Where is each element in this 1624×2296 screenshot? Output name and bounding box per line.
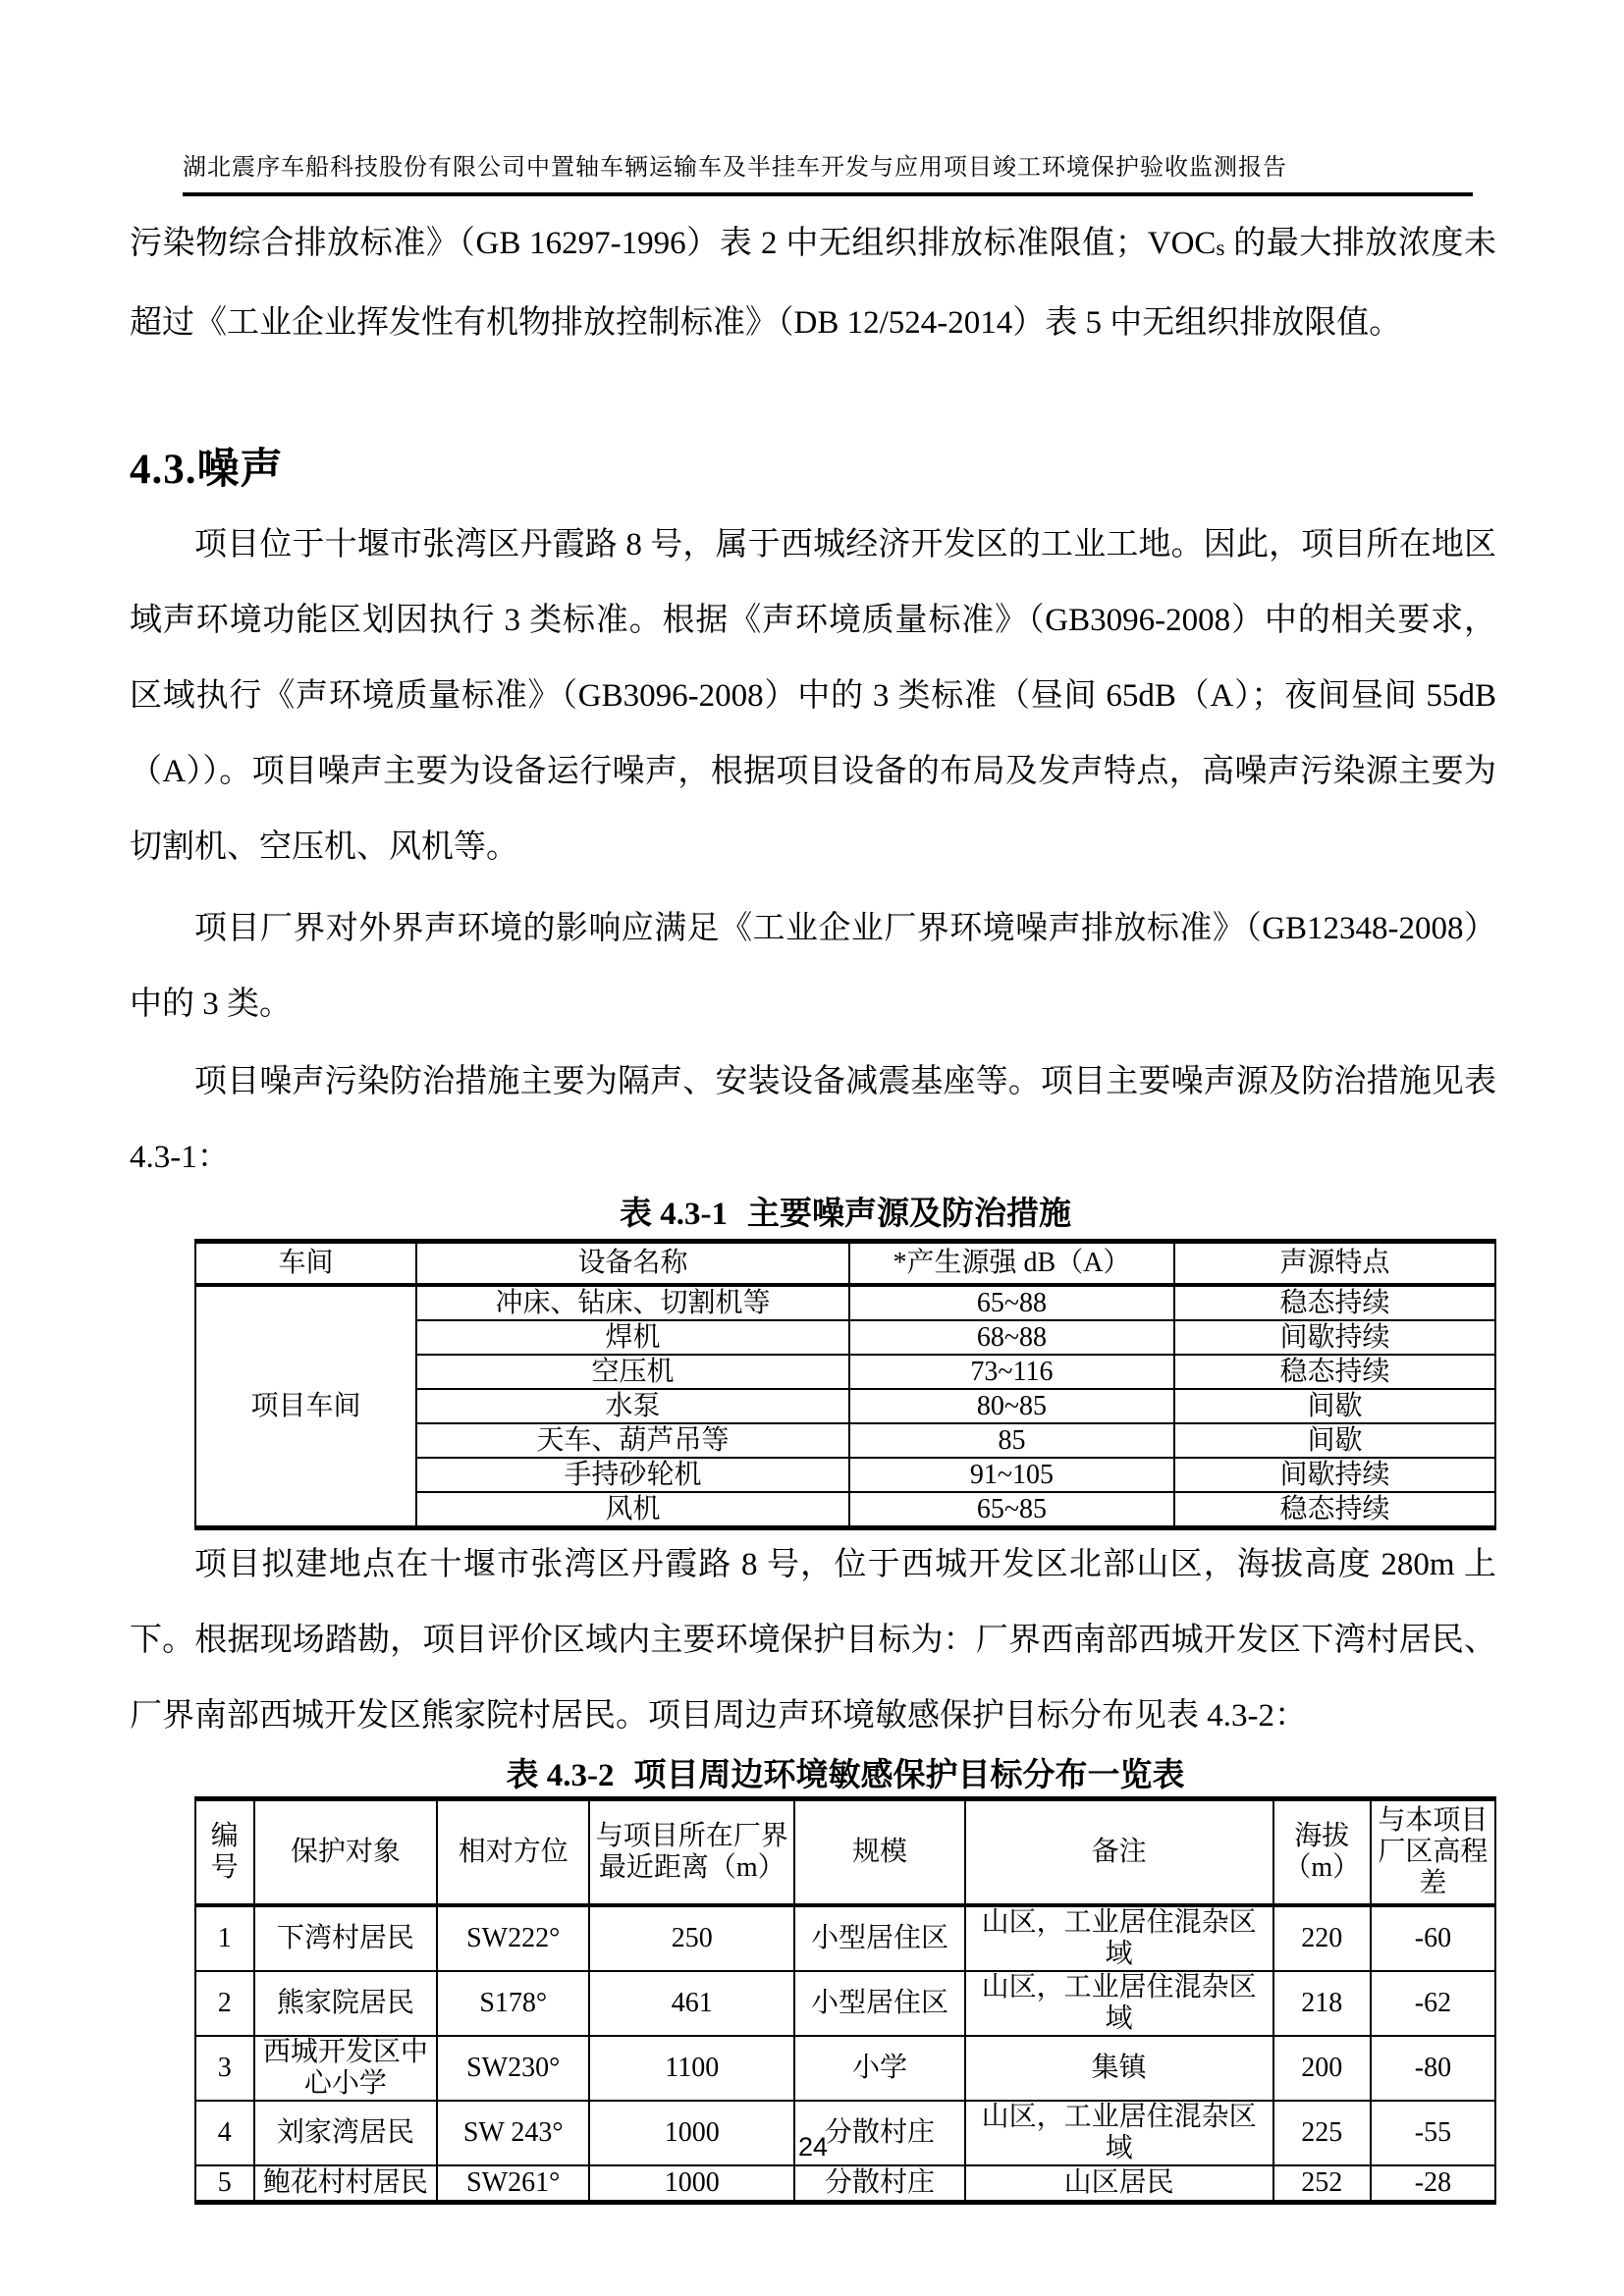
column-header-scale: 规模 xyxy=(794,1799,964,1906)
table-cell: 252 xyxy=(1273,2165,1371,2203)
paragraph-boundary-noise: 项目厂界对外界声环境的影响应满足《工业企业厂界环境噪声排放标准》（GB12348-2008）中的 3 类。 xyxy=(130,911,1496,1022)
table1-caption-title: 主要噪声源及防治措施 xyxy=(747,1197,1071,1232)
table-row xyxy=(195,1285,1495,1320)
table-cell: SW230° xyxy=(437,2036,589,2101)
page-header-title: 湖北震序车船科技股份有限公司中置轴车辆运输车及半挂车开发与应用项目竣工环境保护验收监测报告 xyxy=(183,155,1287,181)
table-cell: 西城开发区中心小学 xyxy=(254,2036,438,2101)
table-cell: 冲床、钻床、切割机等 xyxy=(416,1285,849,1320)
page-header xyxy=(183,153,1473,196)
table1-caption xyxy=(194,1188,1496,1234)
column-header-elevation-difference: 与本项目厂区高程差 xyxy=(1371,1799,1495,1906)
table-cell: 山区，工业居住混杂区域 xyxy=(965,1971,1273,2036)
table-cell: 461 xyxy=(589,1971,794,2036)
page-number: 24 xyxy=(797,2132,829,2162)
table-cell: 空压机 xyxy=(416,1355,849,1389)
workshop-cell: 项目车间 xyxy=(195,1285,416,1528)
column-header-relative-direction: 相对方位 xyxy=(437,1799,589,1906)
table-cell: 220 xyxy=(1273,1905,1371,1971)
section-heading-noise: 4.3.噪声 xyxy=(130,447,284,493)
table-cell: 天车、葫芦吊等 xyxy=(416,1423,849,1458)
paragraph-noise-standards: 项目位于十堰市张湾区丹霞路 8 号，属于西城经济开发区的工业工地。因此，项目所在地区域声环境功能区划因执行 3 类标准。根据《声环境质量标准》（GB3096-2008）中的相关要求，区域执行《声环境质量标准》（GB3096-2008）中的 3 类标准（昼间 65dB（A）；夜间昼间 55dB（A））。项目噪声主要为设备运行噪声，根据项目设备的布局及发声特点，高噪声污染源主要为切割机、空压机、风机等。 xyxy=(130,527,1496,865)
table-cell: 手持砂轮机 xyxy=(416,1458,849,1492)
table-cell: 间歇持续 xyxy=(1174,1458,1495,1492)
table-header-row xyxy=(195,1799,1495,1906)
column-header-protected-object: 保护对象 xyxy=(254,1799,438,1906)
table-cell: 1000 xyxy=(589,2165,794,2203)
table-cell: 80~85 xyxy=(849,1389,1174,1423)
table2-caption-title: 项目周边环境敏感保护目标分布一览表 xyxy=(633,1758,1185,1793)
table-cell: 85 xyxy=(849,1423,1174,1458)
table1-caption-label: 表 4.3-1 xyxy=(620,1197,728,1232)
table-cell: 小型居住区 xyxy=(794,1971,964,2036)
paragraph-noise-control-measures: 项目噪声污染防治措施主要为隔声、安装设备减震基座等。项目主要噪声源及防治措施见表 4.3-1： xyxy=(130,1064,1496,1175)
table-cell: -62 xyxy=(1371,1971,1495,2036)
table-cell: SW222° xyxy=(437,1905,589,1971)
table-row xyxy=(195,2165,1495,2203)
table-row xyxy=(195,1971,1495,2036)
table-cell: 焊机 xyxy=(416,1320,849,1355)
table-cell: 1000 xyxy=(589,2101,794,2165)
table-cell: 5 xyxy=(195,2165,254,2203)
noise-source-table xyxy=(194,1239,1496,1530)
table-cell: 稳态持续 xyxy=(1174,1355,1495,1389)
table-cell: 分散村庄 xyxy=(794,2165,964,2203)
table-cell: 下湾村居民 xyxy=(254,1905,438,1971)
table-cell: SW261° xyxy=(437,2165,589,2203)
table-cell: -60 xyxy=(1371,1905,1495,1971)
table-cell: 山区，工业居住混杂区域 xyxy=(965,2101,1273,2165)
table-cell: S178° xyxy=(437,1971,589,2036)
table-cell: 间歇 xyxy=(1174,1389,1495,1423)
column-header-altitude: 海拔（m） xyxy=(1273,1799,1371,1906)
table-cell: -55 xyxy=(1371,2101,1495,2165)
table-cell: 65~88 xyxy=(849,1285,1174,1320)
table-cell: 91~105 xyxy=(849,1458,1174,1492)
table-cell: 熊家院居民 xyxy=(254,1971,438,2036)
table-cell: 218 xyxy=(1273,1971,1371,2036)
table-cell: 73~116 xyxy=(849,1355,1174,1389)
table-cell: -28 xyxy=(1371,2165,1495,2203)
paragraph-text: 的最大排放浓度未超过《工业企业挥发性有机物排放控制标准》（DB 12/524-2014）表 5 中无组织排放限值。 xyxy=(130,226,1496,341)
table-cell: 225 xyxy=(1273,2101,1371,2165)
paragraph-emission-standards xyxy=(130,206,1496,361)
table-cell: 68~88 xyxy=(849,1320,1174,1355)
table-cell: 间歇 xyxy=(1174,1423,1495,1458)
table-cell: SW 243° xyxy=(437,2101,589,2165)
table-cell: 1 xyxy=(195,1905,254,1971)
column-header-source-level: *产生源强 dB（A） xyxy=(849,1242,1174,1286)
table-cell: 稳态持续 xyxy=(1174,1492,1495,1528)
column-header-equipment: 设备名称 xyxy=(416,1242,849,1286)
table-cell: 间歇持续 xyxy=(1174,1320,1495,1355)
table-cell: 小型居住区 xyxy=(794,1905,964,1971)
noise-source-table-body xyxy=(195,1285,1495,1528)
column-header-remarks: 备注 xyxy=(965,1799,1273,1906)
table-cell: 200 xyxy=(1273,2036,1371,2101)
column-header-nearest-distance: 与项目所在厂界最近距离（m） xyxy=(589,1799,794,1906)
column-header-number: 编号 xyxy=(195,1799,254,1906)
paragraph-text: 污染物综合排放标准》（GB 16297-1996）表 2 中无组织排放标准限值；VOC xyxy=(130,226,1217,261)
table-cell: 稳态持续 xyxy=(1174,1285,1495,1320)
table-cell: 集镇 xyxy=(965,2036,1273,2101)
column-header-workshop: 车间 xyxy=(195,1242,416,1286)
table2-caption-label: 表 4.3-2 xyxy=(506,1758,615,1793)
table-cell: 3 xyxy=(195,2036,254,2101)
table-cell: 1100 xyxy=(589,2036,794,2101)
voc-subscript: s xyxy=(1216,236,1225,260)
table-header-row xyxy=(195,1242,1495,1286)
table-cell: 2 xyxy=(195,1971,254,2036)
table-cell: 分散村庄 xyxy=(794,2101,964,2165)
table-cell: 山区，工业居住混杂区域 xyxy=(965,1905,1273,1971)
table-row xyxy=(195,1905,1495,1971)
sensitive-targets-table-head xyxy=(195,1799,1495,1906)
table-cell: 鲍花村村居民 xyxy=(254,2165,438,2203)
table-cell: 4 xyxy=(195,2101,254,2165)
table-cell: 250 xyxy=(589,1905,794,1971)
noise-source-table-head xyxy=(195,1242,1495,1286)
table-cell: 刘家湾居民 xyxy=(254,2101,438,2165)
table-cell: 山区居民 xyxy=(965,2165,1273,2203)
table-cell: 65~85 xyxy=(849,1492,1174,1528)
paragraph-project-location: 项目拟建地点在十堰市张湾区丹霞路 8 号，位于西城开发区北部山区，海拔高度 280m 上下。根据现场踏勘，项目评价区域内主要环境保护目标为：厂界西南部西城开发区下湾村居民、厂界南部西城开发区熊家院村居民。项目周边声环境敏感保护目标分布见表 4.3-2： xyxy=(130,1547,1496,1734)
table-cell: 风机 xyxy=(416,1492,849,1528)
table-cell: 小学 xyxy=(794,2036,964,2101)
table-cell: -80 xyxy=(1371,2036,1495,2101)
table2-caption xyxy=(194,1749,1496,1795)
column-header-source-character: 声源特点 xyxy=(1174,1242,1495,1286)
table-row xyxy=(195,2036,1495,2101)
table-cell: 水泵 xyxy=(416,1389,849,1423)
